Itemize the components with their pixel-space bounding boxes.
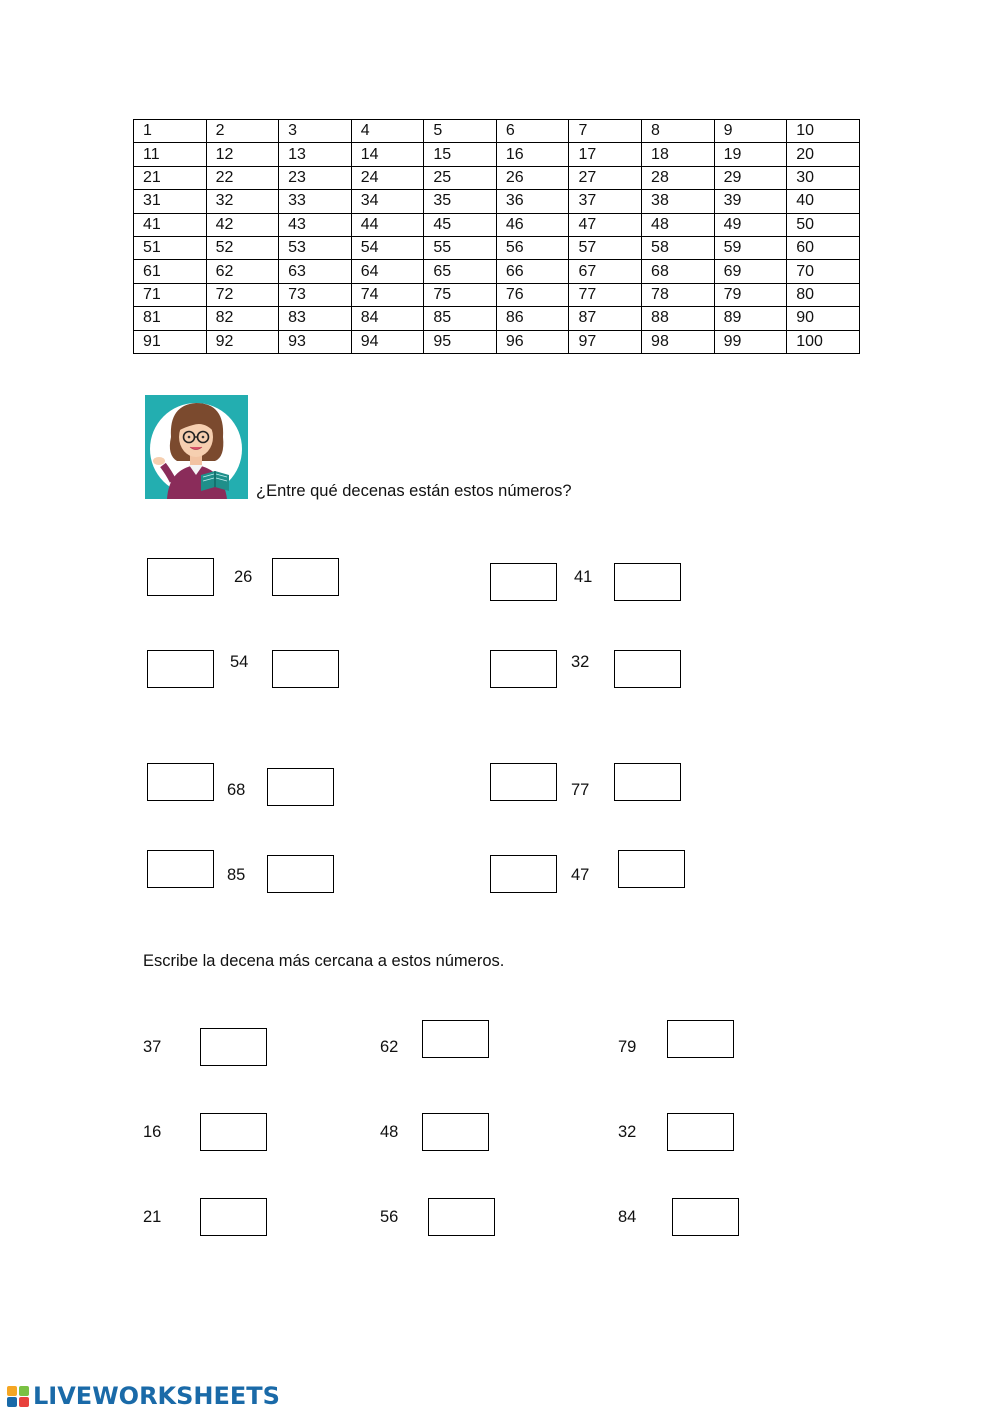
lower-ten-box-54[interactable]	[147, 650, 214, 688]
chart-cell: 22	[206, 166, 279, 189]
chart-cell: 39	[714, 190, 787, 213]
hundred-chart	[133, 119, 860, 354]
chart-cell: 52	[206, 236, 279, 259]
number-label: 47	[571, 866, 590, 884]
chart-cell: 58	[642, 236, 715, 259]
lower-ten-box-41[interactable]	[490, 563, 557, 601]
chart-cell: 70	[787, 260, 860, 283]
chart-cell: 66	[496, 260, 569, 283]
chart-cell: 38	[642, 190, 715, 213]
number-label: 21	[143, 1208, 162, 1226]
chart-cell: 57	[569, 236, 642, 259]
chart-cell: 97	[569, 330, 642, 353]
chart-cell: 82	[206, 307, 279, 330]
chart-cell: 9	[714, 120, 787, 143]
chart-cell: 65	[424, 260, 497, 283]
chart-cell: 54	[351, 236, 424, 259]
chart-cell: 17	[569, 143, 642, 166]
number-label: 62	[380, 1038, 399, 1056]
chart-cell: 84	[351, 307, 424, 330]
number-label: 32	[618, 1123, 637, 1141]
chart-cell: 78	[642, 283, 715, 306]
lower-ten-box-85[interactable]	[147, 850, 214, 888]
teacher-illustration	[145, 395, 248, 499]
chart-cell: 80	[787, 283, 860, 306]
upper-ten-box-68[interactable]	[267, 768, 334, 806]
chart-cell: 64	[351, 260, 424, 283]
chart-row	[134, 120, 860, 143]
chart-cell: 8	[642, 120, 715, 143]
chart-cell: 3	[279, 120, 352, 143]
chart-cell: 99	[714, 330, 787, 353]
instruction-text: Escribe la decena más cercana a estos números.	[143, 952, 505, 970]
chart-cell: 49	[714, 213, 787, 236]
chart-cell: 83	[279, 307, 352, 330]
chart-row	[134, 307, 860, 330]
nearest-ten-box-56[interactable]	[428, 1198, 495, 1236]
chart-cell: 75	[424, 283, 497, 306]
chart-cell: 87	[569, 307, 642, 330]
nearest-ten-box-16[interactable]	[200, 1113, 267, 1151]
chart-cell: 92	[206, 330, 279, 353]
number-label: 54	[230, 653, 249, 671]
chart-cell: 68	[642, 260, 715, 283]
chart-cell: 100	[787, 330, 860, 353]
chart-cell: 1	[134, 120, 207, 143]
chart-cell: 69	[714, 260, 787, 283]
chart-cell: 88	[642, 307, 715, 330]
chart-cell: 53	[279, 236, 352, 259]
chart-cell: 35	[424, 190, 497, 213]
chart-cell: 91	[134, 330, 207, 353]
chart-cell: 34	[351, 190, 424, 213]
number-label: 56	[380, 1208, 399, 1226]
nearest-ten-box-84[interactable]	[672, 1198, 739, 1236]
chart-cell: 50	[787, 213, 860, 236]
chart-row	[134, 166, 860, 189]
chart-cell: 72	[206, 283, 279, 306]
nearest-ten-box-48[interactable]	[422, 1113, 489, 1151]
chart-cell: 28	[642, 166, 715, 189]
chart-cell: 4	[351, 120, 424, 143]
chart-cell: 95	[424, 330, 497, 353]
nearest-ten-box-79[interactable]	[667, 1020, 734, 1058]
lower-ten-box-47[interactable]	[490, 855, 557, 893]
chart-cell: 20	[787, 143, 860, 166]
nearest-ten-box-32[interactable]	[667, 1113, 734, 1151]
nearest-ten-box-37[interactable]	[200, 1028, 267, 1066]
chart-cell: 62	[206, 260, 279, 283]
chart-cell: 71	[134, 283, 207, 306]
chart-row	[134, 143, 860, 166]
upper-ten-box-85[interactable]	[267, 855, 334, 893]
chart-cell: 41	[134, 213, 207, 236]
chart-cell: 74	[351, 283, 424, 306]
chart-cell: 55	[424, 236, 497, 259]
lower-ten-box-77[interactable]	[490, 763, 557, 801]
chart-cell: 79	[714, 283, 787, 306]
upper-ten-box-54[interactable]	[272, 650, 339, 688]
chart-cell: 27	[569, 166, 642, 189]
chart-cell: 48	[642, 213, 715, 236]
upper-ten-box-32[interactable]	[614, 650, 681, 688]
upper-ten-box-47[interactable]	[618, 850, 685, 888]
chart-cell: 11	[134, 143, 207, 166]
chart-cell: 93	[279, 330, 352, 353]
chart-row	[134, 283, 860, 306]
chart-cell: 13	[279, 143, 352, 166]
chart-cell: 16	[496, 143, 569, 166]
chart-cell: 45	[424, 213, 497, 236]
chart-cell: 46	[496, 213, 569, 236]
logo-text: LIVEWORKSHEETS	[33, 1382, 280, 1410]
chart-cell: 18	[642, 143, 715, 166]
chart-cell: 14	[351, 143, 424, 166]
chart-cell: 61	[134, 260, 207, 283]
chart-cell: 30	[787, 166, 860, 189]
chart-cell: 24	[351, 166, 424, 189]
upper-ten-box-26[interactable]	[272, 558, 339, 596]
chart-cell: 76	[496, 283, 569, 306]
chart-cell: 94	[351, 330, 424, 353]
chart-cell: 40	[787, 190, 860, 213]
lower-ten-box-26[interactable]	[147, 558, 214, 596]
upper-ten-box-77[interactable]	[614, 763, 681, 801]
chart-cell: 77	[569, 283, 642, 306]
number-label: 84	[618, 1208, 637, 1226]
chart-cell: 12	[206, 143, 279, 166]
number-label: 32	[571, 653, 590, 671]
chart-cell: 42	[206, 213, 279, 236]
chart-cell: 10	[787, 120, 860, 143]
liveworksheets-logo	[7, 1382, 280, 1410]
chart-row	[134, 330, 860, 353]
chart-cell: 37	[569, 190, 642, 213]
chart-cell: 86	[496, 307, 569, 330]
nearest-ten-box-62[interactable]	[422, 1020, 489, 1058]
chart-row	[134, 260, 860, 283]
number-label: 26	[234, 568, 253, 586]
lower-ten-box-68[interactable]	[147, 763, 214, 801]
chart-cell: 23	[279, 166, 352, 189]
number-label: 77	[571, 781, 590, 799]
chart-cell: 44	[351, 213, 424, 236]
number-label: 16	[143, 1123, 162, 1141]
chart-cell: 89	[714, 307, 787, 330]
chart-cell: 31	[134, 190, 207, 213]
number-label: 41	[574, 568, 593, 586]
chart-cell: 67	[569, 260, 642, 283]
chart-cell: 15	[424, 143, 497, 166]
chart-cell: 90	[787, 307, 860, 330]
lower-ten-box-32[interactable]	[490, 650, 557, 688]
chart-cell: 96	[496, 330, 569, 353]
chart-cell: 43	[279, 213, 352, 236]
question-text: ¿Entre qué decenas están estos números?	[256, 482, 572, 500]
chart-cell: 81	[134, 307, 207, 330]
upper-ten-box-41[interactable]	[614, 563, 681, 601]
chart-cell: 21	[134, 166, 207, 189]
nearest-ten-box-21[interactable]	[200, 1198, 267, 1236]
number-label: 37	[143, 1038, 162, 1056]
chart-cell: 6	[496, 120, 569, 143]
number-label: 79	[618, 1038, 637, 1056]
liveworksheets-logo-icon	[7, 1384, 31, 1408]
chart-cell: 7	[569, 120, 642, 143]
chart-cell: 36	[496, 190, 569, 213]
chart-cell: 63	[279, 260, 352, 283]
chart-cell: 85	[424, 307, 497, 330]
number-label: 48	[380, 1123, 399, 1141]
chart-cell: 98	[642, 330, 715, 353]
chart-cell: 32	[206, 190, 279, 213]
chart-row	[134, 190, 860, 213]
chart-row	[134, 236, 860, 259]
number-label: 85	[227, 866, 246, 884]
number-label: 68	[227, 781, 246, 799]
chart-cell: 26	[496, 166, 569, 189]
chart-cell: 60	[787, 236, 860, 259]
chart-row	[134, 213, 860, 236]
chart-cell: 5	[424, 120, 497, 143]
chart-cell: 73	[279, 283, 352, 306]
chart-cell: 25	[424, 166, 497, 189]
chart-cell: 29	[714, 166, 787, 189]
chart-cell: 59	[714, 236, 787, 259]
chart-cell: 56	[496, 236, 569, 259]
chart-cell: 47	[569, 213, 642, 236]
chart-cell: 19	[714, 143, 787, 166]
chart-cell: 51	[134, 236, 207, 259]
chart-cell: 33	[279, 190, 352, 213]
chart-cell: 2	[206, 120, 279, 143]
